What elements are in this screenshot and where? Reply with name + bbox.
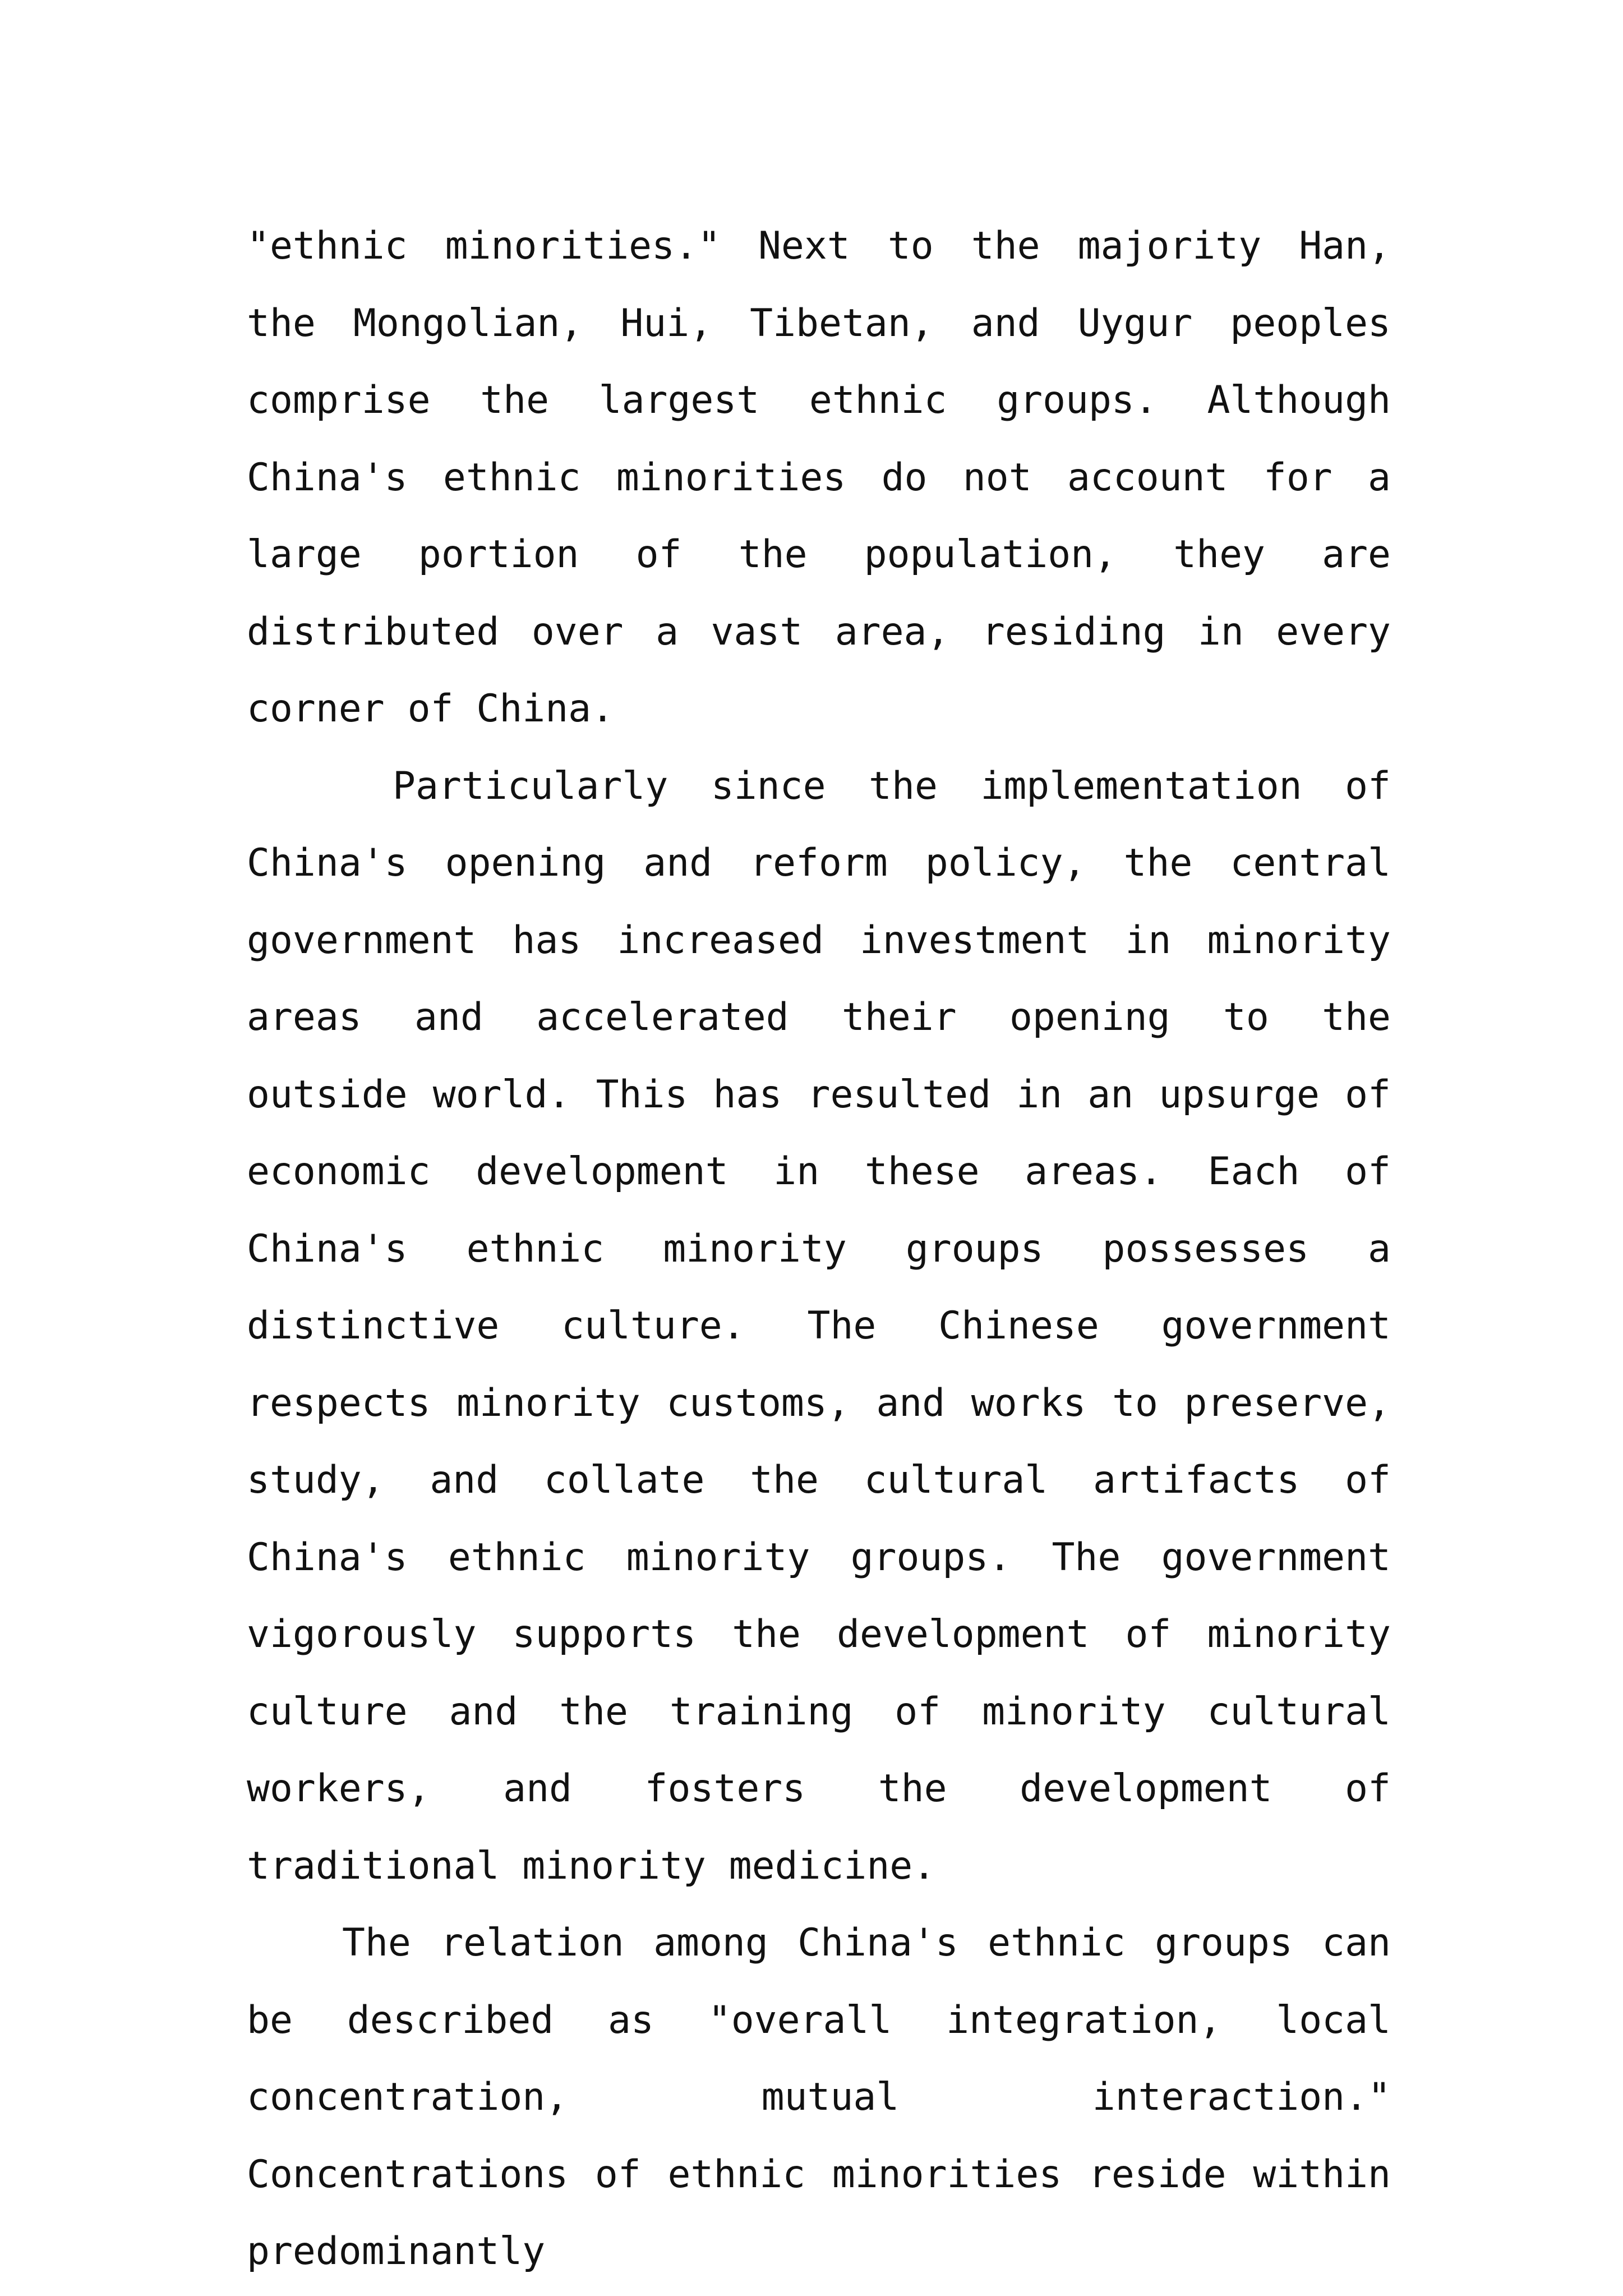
body-text (247, 208, 1391, 2290)
paragraph-ethnic-relations: The relation among China's ethnic groups can be described as "overall integration, local concentration, mutual interaction." Concentrations of ethnic minorities reside within predominantly (247, 1921, 1391, 2274)
paragraph-reform-policy: Particularly since the implementation of China's opening and reform policy, the central government has increased investment in minority areas and accelerated their opening to the outside world. This has resulted in an upsurge of economic development in these areas. Each of China's ethnic minority groups possesses a distinctive culture. The Chinese government respects minority customs, and works to preserve, study, and collate the cultural artifacts of China's ethnic minority groups. The government vigorously supports the development of minority culture and the training of minority cultural workers, and fosters the development of traditional minority medicine. (247, 763, 1391, 1888)
paragraph-ethnic-groups: "ethnic minorities." Next to the majority Han, the Mongolian, Hui, Tibetan, and Uygur peoples comprise the largest ethnic groups. Although China's ethnic minorities do not account for a large portion of the population, they are distributed over a vast area, residing in every corner of China. (247, 224, 1391, 731)
